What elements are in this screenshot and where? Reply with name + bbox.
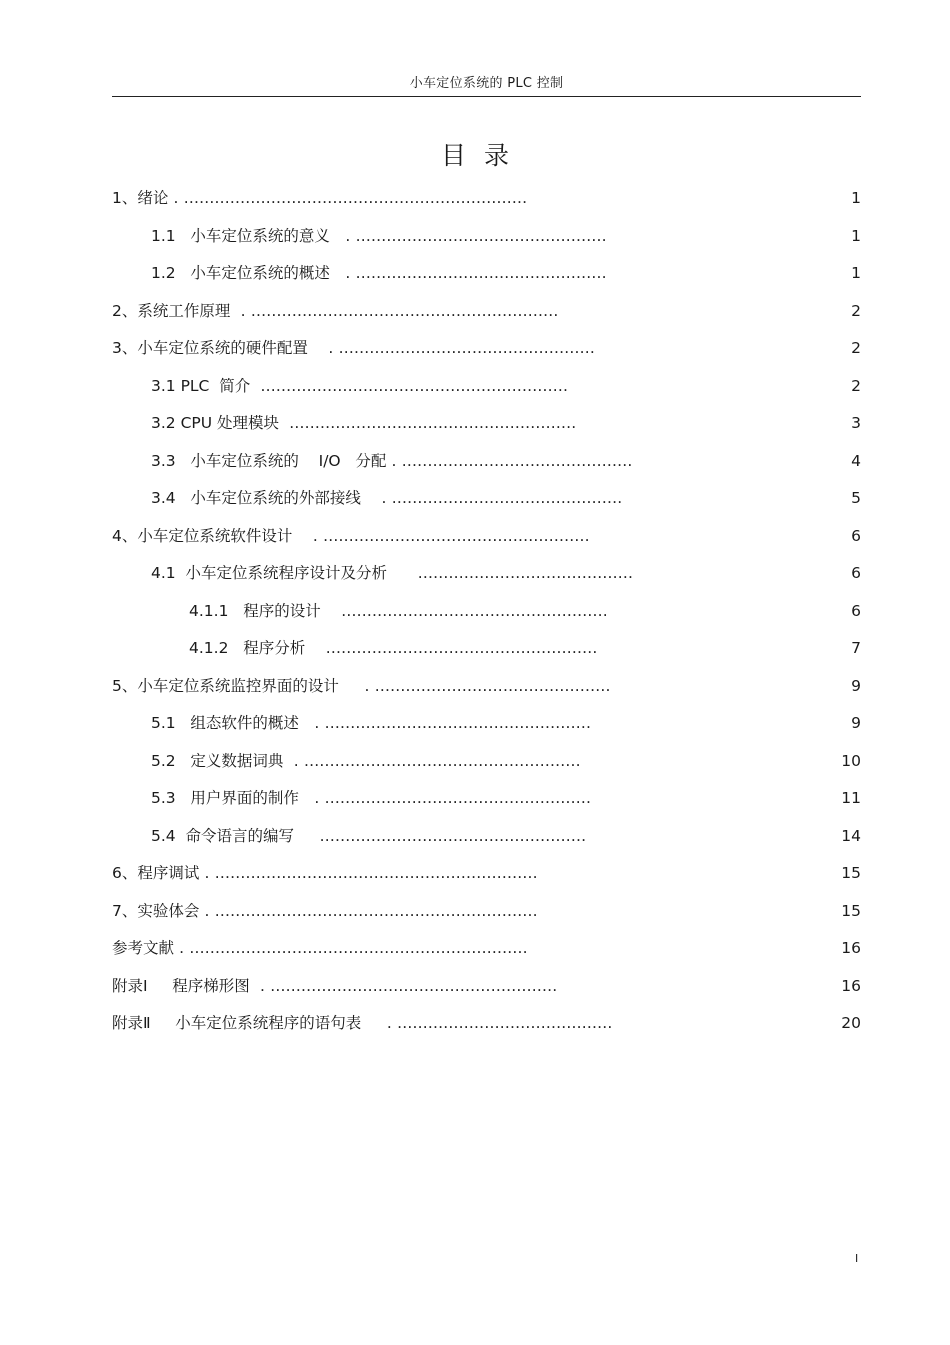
- toc-entry[interactable]: [112, 780, 861, 818]
- toc-entry[interactable]: [112, 818, 861, 856]
- toc-page-number: 1: [851, 264, 861, 282]
- toc-entry-label: 3.2 CPU 处理模块: [151, 414, 280, 432]
- toc-entry-label: 2、系统工作原理: [112, 301, 231, 320]
- toc-entry-text: [112, 893, 538, 931]
- toc-page-number: 16: [841, 939, 861, 957]
- toc-leader-dots: . ......................................................: [283, 751, 581, 770]
- toc-entry[interactable]: [112, 180, 861, 218]
- toc-entry-text: [112, 330, 595, 368]
- toc-page-number: 2: [851, 376, 861, 395]
- toc-leader-dots: .....................................................: [305, 639, 598, 657]
- toc-page-number: 5: [851, 489, 861, 507]
- toc-entry[interactable]: [112, 255, 861, 293]
- toc-entry-text: [151, 255, 607, 293]
- toc-page-number: 9: [851, 676, 861, 695]
- toc-entry[interactable]: [112, 855, 861, 893]
- toc-page-number: 1: [851, 226, 861, 245]
- toc-leader-dots: . .................................................: [329, 226, 607, 245]
- toc-page-number: 15: [841, 901, 861, 920]
- toc-entry[interactable]: [112, 405, 861, 443]
- toc-entry-label: 附录Ⅰ 程序梯形图: [112, 976, 250, 995]
- toc-entry-text: [151, 368, 568, 406]
- toc-page-number: 2: [851, 339, 861, 357]
- toc-page-number: 14: [841, 826, 861, 845]
- toc-page-number: 10: [841, 751, 861, 770]
- toc-entry[interactable]: [112, 518, 861, 556]
- toc-entry-label: 3.3 小车定位系统的 I/O 分配: [151, 451, 387, 470]
- toc-entry-text: [151, 705, 591, 743]
- toc-entry-text: [151, 480, 622, 518]
- toc-entry-label: 3.4 小车定位系统的外部接线: [151, 489, 361, 507]
- toc-entry[interactable]: [112, 1005, 861, 1043]
- toc-entry-label: 4.1 小车定位系统程序设计及分析: [151, 564, 388, 582]
- toc-entry-text: [151, 818, 586, 856]
- toc-page-number: 1: [851, 189, 861, 207]
- toc-entry[interactable]: [112, 218, 861, 256]
- toc-leader-dots: ....................................................: [294, 826, 587, 845]
- toc-entry[interactable]: [112, 968, 861, 1006]
- header-text: 小车定位系统的 PLC 控制: [409, 76, 564, 91]
- toc-entry-label: 3.1 PLC 简介: [151, 376, 251, 395]
- toc-entry-label: 参考文献: [112, 939, 175, 957]
- toc-entry[interactable]: [112, 930, 861, 968]
- toc-entry-label: 5.2 定义数据词典: [151, 751, 284, 770]
- toc-entry-label: 7、实验体会: [112, 901, 200, 920]
- toc-page-number: 3: [851, 414, 861, 432]
- toc-leader-dots: . ............................................................: [230, 301, 559, 320]
- toc-leader-dots: ....................................................: [320, 601, 608, 620]
- toc-entry-label: 1.1 小车定位系统的意义: [151, 226, 330, 245]
- toc-entry[interactable]: [112, 293, 861, 331]
- toc-page-number: 15: [841, 864, 861, 882]
- toc-entry-label: 4.1.2 程序分析: [189, 639, 306, 657]
- toc-entry-text: [151, 780, 591, 818]
- toc-entry[interactable]: [112, 480, 861, 518]
- toc-entry-label: 5.3 用户界面的制作: [151, 789, 299, 807]
- toc-page-number: 11: [841, 789, 861, 807]
- toc-entry-text: [112, 518, 590, 556]
- toc-entry-label: 1、绪论: [112, 189, 169, 207]
- toc-entry[interactable]: [112, 593, 861, 631]
- toc-entry[interactable]: [112, 743, 861, 781]
- toc-entry-text: [112, 855, 538, 893]
- toc-page-number: 9: [851, 714, 861, 732]
- toc-entry-text: [151, 555, 633, 593]
- toc-entry[interactable]: [112, 555, 861, 593]
- toc-leader-dots: . ....................................................: [292, 526, 590, 545]
- toc-entry[interactable]: [112, 893, 861, 931]
- toc-entry-label: 4、小车定位系统软件设计: [112, 526, 293, 545]
- toc-entry-text: [112, 668, 611, 706]
- toc-leader-dots: . .............................................: [386, 451, 633, 470]
- toc-entry-label: 附录Ⅱ 小车定位系统程序的语句表: [112, 1014, 362, 1032]
- toc-entry-text: [112, 930, 528, 968]
- running-header: [112, 68, 861, 97]
- toc-leader-dots: . ....................................................: [298, 714, 592, 732]
- toc-leader-dots: . ........................................................: [249, 976, 558, 995]
- table-of-contents: [112, 180, 861, 1043]
- toc-page-number: 20: [841, 1014, 861, 1032]
- toc-entry-text: [151, 218, 607, 256]
- toc-leader-dots: ..........................................: [387, 564, 634, 582]
- toc-entry-text: [189, 630, 597, 668]
- toc-entry[interactable]: [112, 368, 861, 406]
- toc-leader-dots: . ..............................................: [338, 676, 611, 695]
- toc-page-number: 4: [851, 451, 861, 470]
- toc-entry-label: 5.1 组态软件的概述: [151, 714, 299, 732]
- page-number: I: [855, 1252, 859, 1265]
- toc-leader-dots: . ..................................................: [307, 339, 595, 357]
- toc-leader-dots: . ...............................................................: [199, 864, 538, 882]
- toc-leader-dots: . ....................................................: [298, 789, 592, 807]
- toc-page-number: 6: [851, 601, 861, 620]
- toc-leader-dots: . .............................................: [360, 489, 623, 507]
- toc-entry-text: [112, 180, 527, 218]
- toc-page-number: 2: [851, 301, 861, 320]
- toc-entry-label: 5.4 命令语言的编写: [151, 826, 295, 845]
- toc-entry[interactable]: [112, 668, 861, 706]
- toc-entry-label: 4.1.1 程序的设计: [189, 601, 321, 620]
- toc-entry[interactable]: [112, 330, 861, 368]
- toc-page-number: 6: [851, 526, 861, 545]
- toc-leader-dots: . ..................................................................: [174, 939, 528, 957]
- toc-leader-dots: ........................................................: [279, 414, 577, 432]
- toc-entry-text: [112, 1005, 613, 1043]
- toc-leader-dots: . ..........................................: [361, 1014, 613, 1032]
- toc-page-number: 7: [851, 639, 861, 657]
- toc-entry-text: [189, 593, 608, 631]
- toc-entry-text: [151, 405, 576, 443]
- toc-page-number: 16: [841, 976, 861, 995]
- toc-title: 目录: [440, 141, 527, 170]
- toc-entry-label: 6、程序调试: [112, 864, 200, 882]
- toc-entry-label: 5、小车定位系统监控界面的设计: [112, 676, 339, 695]
- toc-page-number: 6: [851, 564, 861, 582]
- toc-entry[interactable]: [112, 705, 861, 743]
- toc-entry-text: [151, 443, 633, 481]
- toc-leader-dots: . ...................................................................: [168, 189, 528, 207]
- toc-leader-dots: ............................................................: [250, 376, 569, 395]
- toc-entry-label: 3、小车定位系统的硬件配置: [112, 339, 308, 357]
- toc-entry-text: [151, 743, 581, 781]
- toc-entry-label: 1.2 小车定位系统的概述: [151, 264, 330, 282]
- toc-entry[interactable]: [112, 443, 861, 481]
- toc-entry-text: [112, 968, 557, 1006]
- toc-leader-dots: . ...............................................................: [199, 901, 538, 920]
- toc-leader-dots: . .................................................: [329, 264, 607, 282]
- toc-entry[interactable]: [112, 630, 861, 668]
- toc-entry-text: [112, 293, 559, 331]
